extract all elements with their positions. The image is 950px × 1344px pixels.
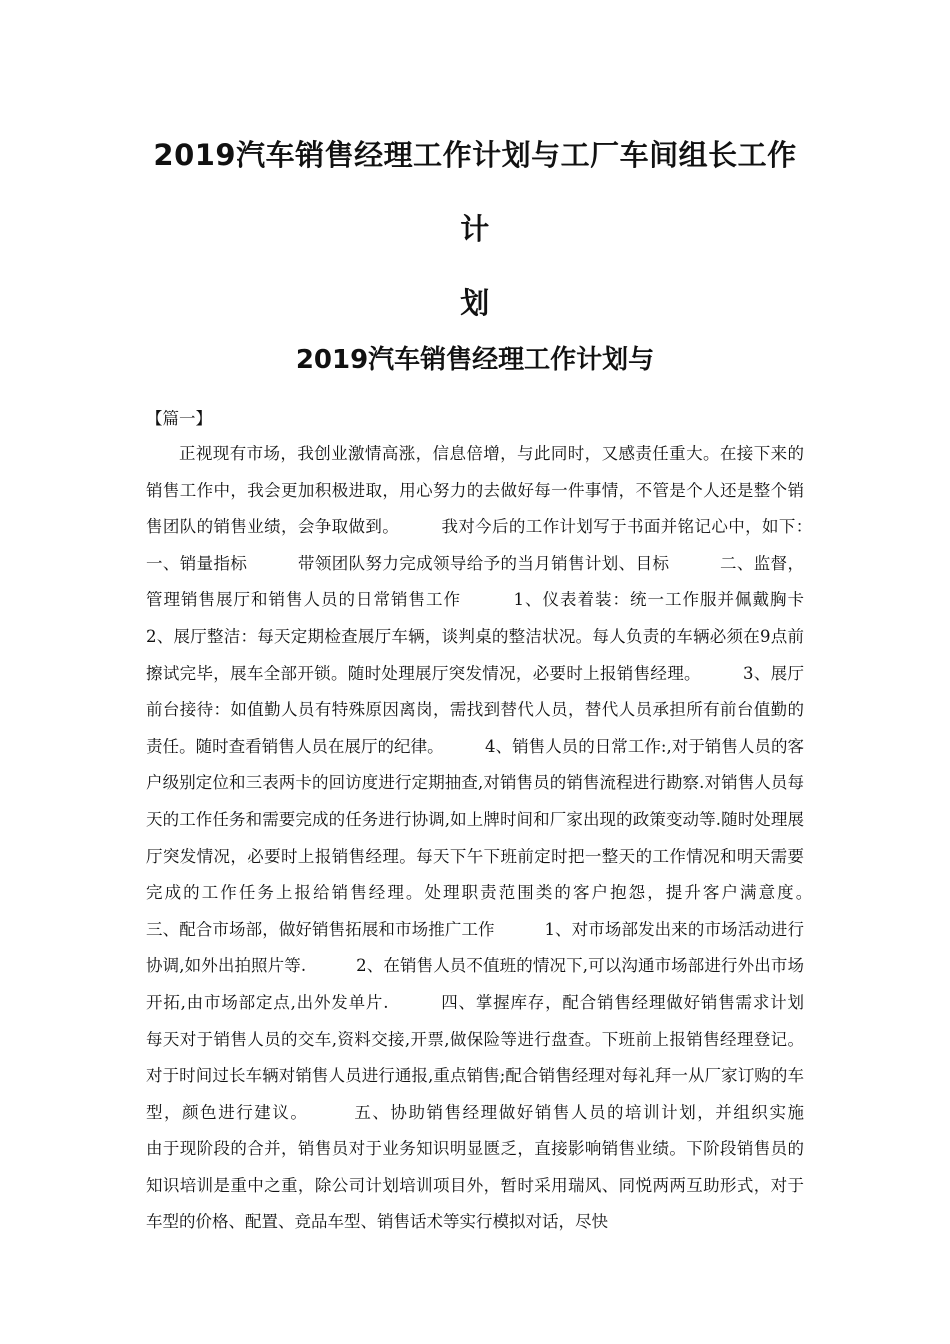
section-label: 【篇一】 <box>146 409 212 428</box>
document-title-line1: 2019汽车销售经理工作计划与工厂车间组长工作计 <box>153 138 797 246</box>
document-title-line2: 划 <box>460 286 490 320</box>
body-paragraph: 正视现有市场，我创业激情高涨，信息倍增，与此同时，又感责任重大。在接下来的销售工作中，我会更加积极进取，用心努力的去做好每一件事情，不管是个人还是整个销售团队的销售业绩，会争取做到。 我对今后的工作计划写于书面并铭记心中，如下： 一、销量指标 带领团队努力完成领导给予的当月销售计划、目标 二、监督，管理销售展厅和销售人员的日常销售工作 1、仪表着装：统一工作服并佩戴胸卡 2、展厅整洁：每天定期检查展厅车辆，谈判桌的整洁状况。每人负责的车辆必须在9点前擦试完毕，展车全部开锁。随时处理展厅突发情况，必要时上报销售经理。 3、展厅前台接待：如值勤人员有特殊原因离岗，需找到替代人员，替代人员承担所有前台值勤的责任。随时查看销售人员在展厅的纪律。 4、销售人员的日常工作:,对于销售人员的客户级别定位和三表两卡的回访度进行定期抽查,对销售员的销售流程进行勘察.对销售人员每天的工作任务和需要完成的任务进行协调,如上牌时间和厂家出现的政策变动等.随时处理展厅突发情况，必要时上报销售经理。每天下午下班前定时把一整天的工作情况和明天需要完成的工作任务上报给销售经理。处理职责范围类的客户抱怨，提升客户满意度。 三、配合市场部，做好销售拓展和市场推广工作 1、对市场部发出来的市场活动进行协调,如外出拍照片等. 2、在销售人员不值班的情况下,可以沟通市场部进行外出市场开拓,由市场部定点,出外发单片. 四、掌握库存，配合销售经理做好销售需求计划 每天对于销售人员的交车,资料交接,开票,做保险等进行盘查。下班前上报销售经理登记。对于时间过长车辆对销售人员进行通报,重点销售;配合销售经理对每礼拜一从厂家订购的车型，颜色进行建议。 五、协助销售经理做好销售人员的培训计划，并组织实施 由于现阶段的合并，销售员对于业务知识明显匮乏，直接影响销售业绩。下阶段销售员的知识培训是重中之重，除公司计划培训项目外，暂时采用瑞风、同悦两两互助形式，对于车型的价格、配置、竞品车型、销售话术等实行模拟对话，尽快 <box>146 444 854 1232</box>
document-title <box>146 118 804 340</box>
document-subtitle: 2019汽车销售经理工作计划与 <box>295 345 655 375</box>
